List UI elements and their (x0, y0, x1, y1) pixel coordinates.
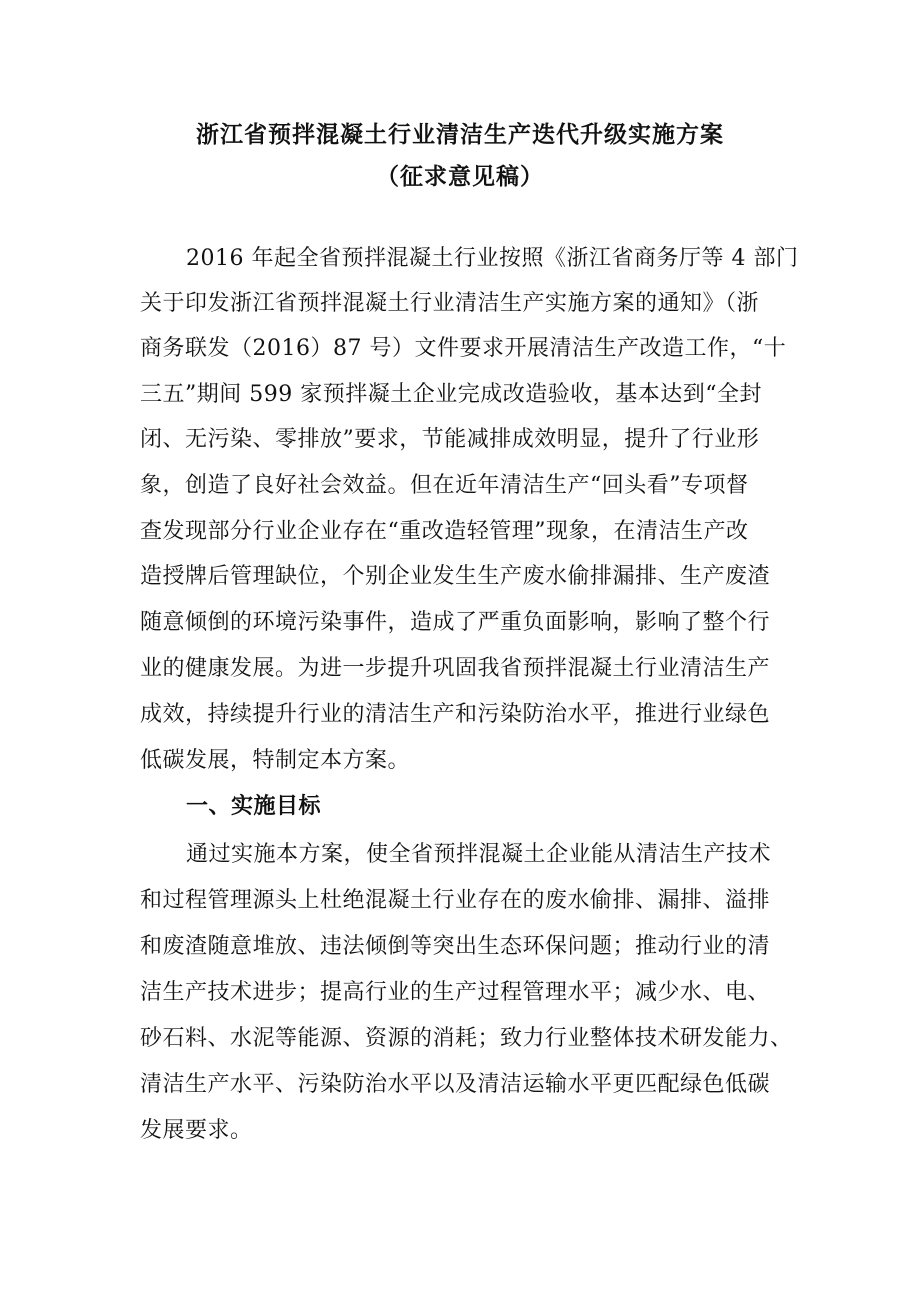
section-line: 砂石料、水泥等能源、资源的消耗；致力行业整体技术研发能力、 (140, 1026, 793, 1051)
intro-line: 造授牌后管理缺位，个别企业发生生产废水偷排漏排、生产废渣 (140, 564, 771, 589)
section-line: 清洁生产水平、污染防治水平以及清洁运输水平更匹配绿色低碳 (140, 1072, 771, 1097)
intro-line: 2016 年起全省预拌混凝土行业按照《浙江省商务厅等 4 部门 (186, 246, 799, 271)
intro-line: 业的健康发展。为进一步提升巩固我省预拌混凝土行业清洁生产 (140, 656, 771, 681)
section-line: 和过程管理源头上杜绝混凝土行业存在的废水偷排、漏排、溢排 (140, 888, 771, 913)
document-title: 浙江省预拌混凝土行业清洁生产迭代升级实施方案 (196, 122, 724, 148)
intro-line: 三五”期间 599 家预拌凝土企业完成改造验收，基本达到“全封 (140, 382, 762, 407)
section-line: 通过实施本方案，使全省预拌混凝土企业能从清洁生产技术 (186, 842, 772, 867)
intro-line: 闭、无污染、零排放”要求，节能减排成效明显，提升了行业形 (140, 427, 760, 452)
section-line: 洁生产技术进步；提高行业的生产过程管理水平；减少水、电、 (140, 980, 771, 1005)
intro-line: 关于印发浙江省预拌混凝土行业清洁生产实施方案的通知》（浙 (140, 291, 760, 316)
intro-line: 查发现部分行业企业存在“重改造轻管理”现象，在清洁生产改 (140, 519, 749, 544)
section-line: 发展要求。 (140, 1118, 253, 1143)
intro-line: 商务联发（2016）87 号）文件要求开展清洁生产改造工作，“十 (140, 336, 787, 361)
section-heading: 一、实施目标 (186, 794, 322, 819)
intro-line: 成效，持续提升行业的清洁生产和污染防治水平，推进行业绿色 (140, 702, 771, 727)
intro-line: 象，创造了良好社会效益。但在近年清洁生产“回头看”专项督 (140, 473, 749, 498)
intro-line: 低碳发展，特制定本方案。 (140, 748, 411, 773)
section-line: 和废渣随意堆放、违法倾倒等突出生态环保问题；推动行业的清 (140, 934, 771, 959)
document-subtitle: （征求意见稿） (376, 164, 544, 190)
intro-line: 随意倾倒的环境污染事件，造成了严重负面影响，影响了整个行 (140, 610, 771, 635)
